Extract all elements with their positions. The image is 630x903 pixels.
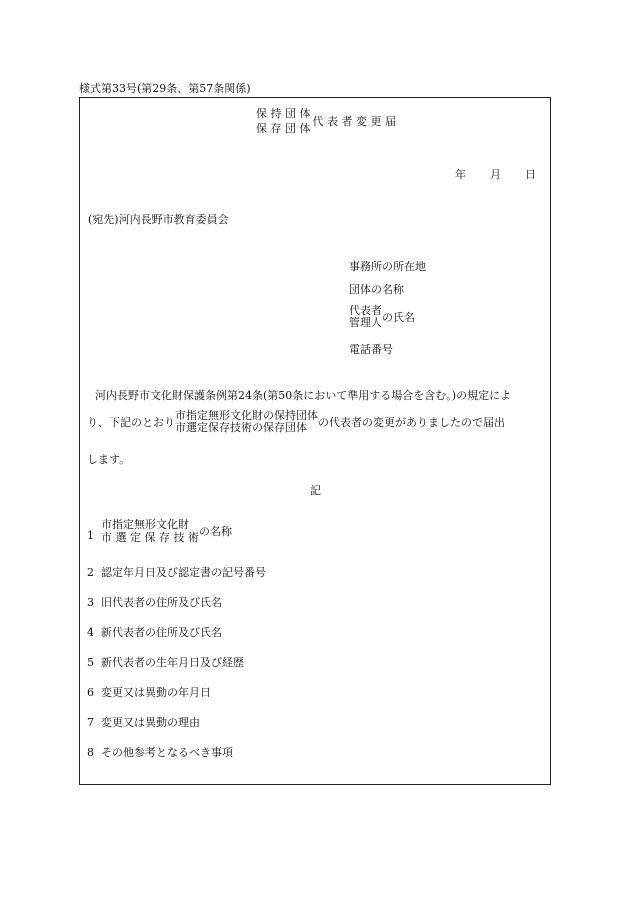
item-number: 4 xyxy=(87,626,94,639)
item-number: 8 xyxy=(87,746,94,759)
representative-options xyxy=(349,305,382,329)
form-title xyxy=(256,106,396,136)
item-number: 2 xyxy=(87,566,94,579)
item-1 xyxy=(101,518,232,544)
item-4: 新代表者の住所及び氏名 xyxy=(101,626,222,639)
item-number: 3 xyxy=(87,596,94,609)
item-number: 7 xyxy=(87,716,94,729)
item-number: 6 xyxy=(87,686,94,699)
addressee: (宛先)河内長野市教育委員会 xyxy=(88,213,229,226)
date-month: 月 xyxy=(490,168,501,181)
form-number: 様式第33号(第29条、第57条関係) xyxy=(79,82,251,95)
body-line-3: します。 xyxy=(87,453,131,466)
item-7: 変更又は異動の理由 xyxy=(101,716,200,729)
body-line-2-suffix: の代表者の変更がありましたので届出 xyxy=(318,415,505,429)
representative-name-label xyxy=(349,305,415,329)
rep-option-2: 管理人 xyxy=(349,316,382,329)
title-options xyxy=(256,106,311,136)
body-line-2-prefix: り、下記のとおり xyxy=(87,415,175,429)
item-2: 認定年月日及び認定書の記号番号 xyxy=(101,566,266,579)
item-3: 旧代表者の住所及び氏名 xyxy=(101,596,222,609)
item-1-option-1: 市指定無形文化財 xyxy=(101,518,189,531)
group-name-label: 団体の名称 xyxy=(349,283,404,296)
item-6: 変更又は異動の年月日 xyxy=(101,686,211,699)
rep-suffix: の氏名 xyxy=(382,310,415,324)
title-option-2: 保 存 団 体 xyxy=(256,122,311,135)
form-frame xyxy=(79,97,551,785)
item-5: 新代表者の生年月日及び経歴 xyxy=(101,656,244,669)
body-option-1: 市指定無形文化財の保持団体 xyxy=(175,409,318,422)
title-suffix: 代 表 者 変 更 届 xyxy=(312,114,396,128)
item-number: 5 xyxy=(87,656,94,669)
item-1-suffix: の名称 xyxy=(198,524,232,538)
item-1-option-2: 市 選 定 保 存 技 術 xyxy=(101,531,199,544)
date-year: 年 xyxy=(455,168,466,181)
body-line-1: 河内長野市文化財保護条例第24条(第50条において準用する場合を含む。)の規定によ xyxy=(95,389,512,402)
office-address-label: 事務所の所在地 xyxy=(349,260,426,273)
phone-label: 電話番号 xyxy=(349,343,393,356)
date-day: 日 xyxy=(525,168,536,181)
ki-heading: 記 xyxy=(310,484,321,497)
rep-option-1: 代表者 xyxy=(349,304,382,317)
item-number: 1 xyxy=(87,529,94,542)
body-options xyxy=(175,410,318,434)
body-option-2: 市選定保存技術の保存団体 xyxy=(175,421,307,434)
item-8: その他参考となるべき事項 xyxy=(101,746,233,759)
item-1-options xyxy=(101,518,199,544)
body-line-2 xyxy=(87,410,505,434)
title-option-1: 保 持 団 体 xyxy=(256,107,311,120)
